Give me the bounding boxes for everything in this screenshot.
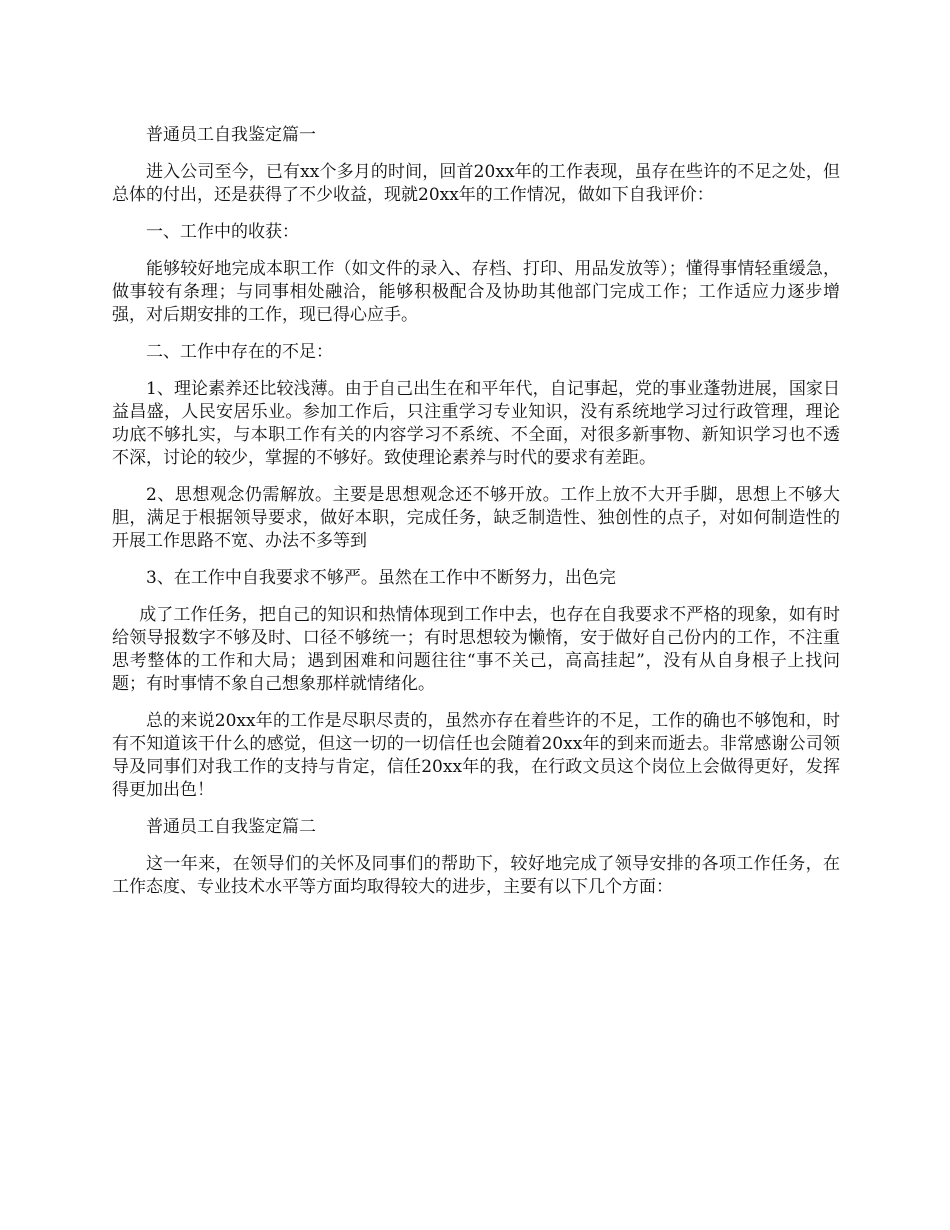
shortcoming-paragraph-1: 1、理论素养还比较浅薄。由于自己出生在和平年代，自记事起，党的事业蓬勃进展，国家日益昌盛，人民安居乐业。参加工作后，只注重学习专业知识，没有系统地学习过行政管理，理论功底不够扎实，与本职工作有关的内容学习不系统、不全面，对很多新事物、新知识学习也不透不深，讨论的较少，掌握的不够好。致使理论素养与时代的要求有差距。 xyxy=(112,379,840,468)
gains-paragraph: 能够较好地完成本职工作（如文件的录入、存档、打印、用品发放等）；懂得事情轻重缓急，做事较有条理；与同事相处融洽，能够积极配合及协助其他部门完成工作；工作适应力逐步增强，对后期安排的工作，现已得心应手。 xyxy=(112,259,840,325)
shortcoming-paragraph-3: 3、在工作中自我要求不够严。虽然在工作中不断努力，出色完 xyxy=(146,568,616,588)
subheading-gains: 一、工作中的收获： xyxy=(146,222,299,242)
subheading-shortcomings: 二、工作中存在的不足： xyxy=(146,342,333,362)
intro-paragraph: 进入公司至今，已有xx个多月的时间，回首20xx年的工作表现，虽存在些许的不足之处，但总体的付出，还是获得了不少收益，现就20xx年的工作情况，做如下自我评价： xyxy=(112,162,840,205)
document-body xyxy=(112,124,840,913)
section-title-part-one: 普通员工自我鉴定篇一 xyxy=(146,125,316,145)
shortcoming-paragraph-2: 2、思想观念仍需解放。主要是思想观念还不够开放。工作上放不大开手脚，思想上不够大胆，满足于根据领导要求，做好本职，完成任务，缺乏制造性、独创性的点子，对如何制造性的开展工作思路不宽、办法不多等到 xyxy=(112,485,840,551)
summary-paragraph: 总的来说20xx年的工作是尽职尽责的，虽然亦存在着些许的不足，工作的确也不够饱和，时有不知道该干什么的感觉，但这一切的一切信任也会随着20xx年的到来而逝去。非常感谢公司领导及同事们对我工作的支持与肯定，信任20xx年的我，在行政文员这个岗位上会做得更好，发挥得更加出色！ xyxy=(112,711,840,800)
part-two-intro-paragraph: 这一年来，在领导们的关怀及同事们的帮助下，较好地完成了领导安排的各项工作任务，在工作态度、专业技术水平等方面均取得较大的进步，主要有以下几个方面： xyxy=(112,854,840,897)
shortcoming-paragraph-3-continued: 成了工作任务，把自己的知识和热情体现到工作中去，也存在自我要求不严格的现象，如有时给领导报数字不够及时、口径不够统一；有时思想较为懒惰，安于做好自己份内的工作，不注重思考整体的工作和大局；遇到困难和问题往往“事不关己，高高挂起”，没有从自身根子上找问题；有时事情不象自己想象那样就情绪化。 xyxy=(112,605,840,694)
section-title-part-two: 普通员工自我鉴定篇二 xyxy=(146,817,316,837)
